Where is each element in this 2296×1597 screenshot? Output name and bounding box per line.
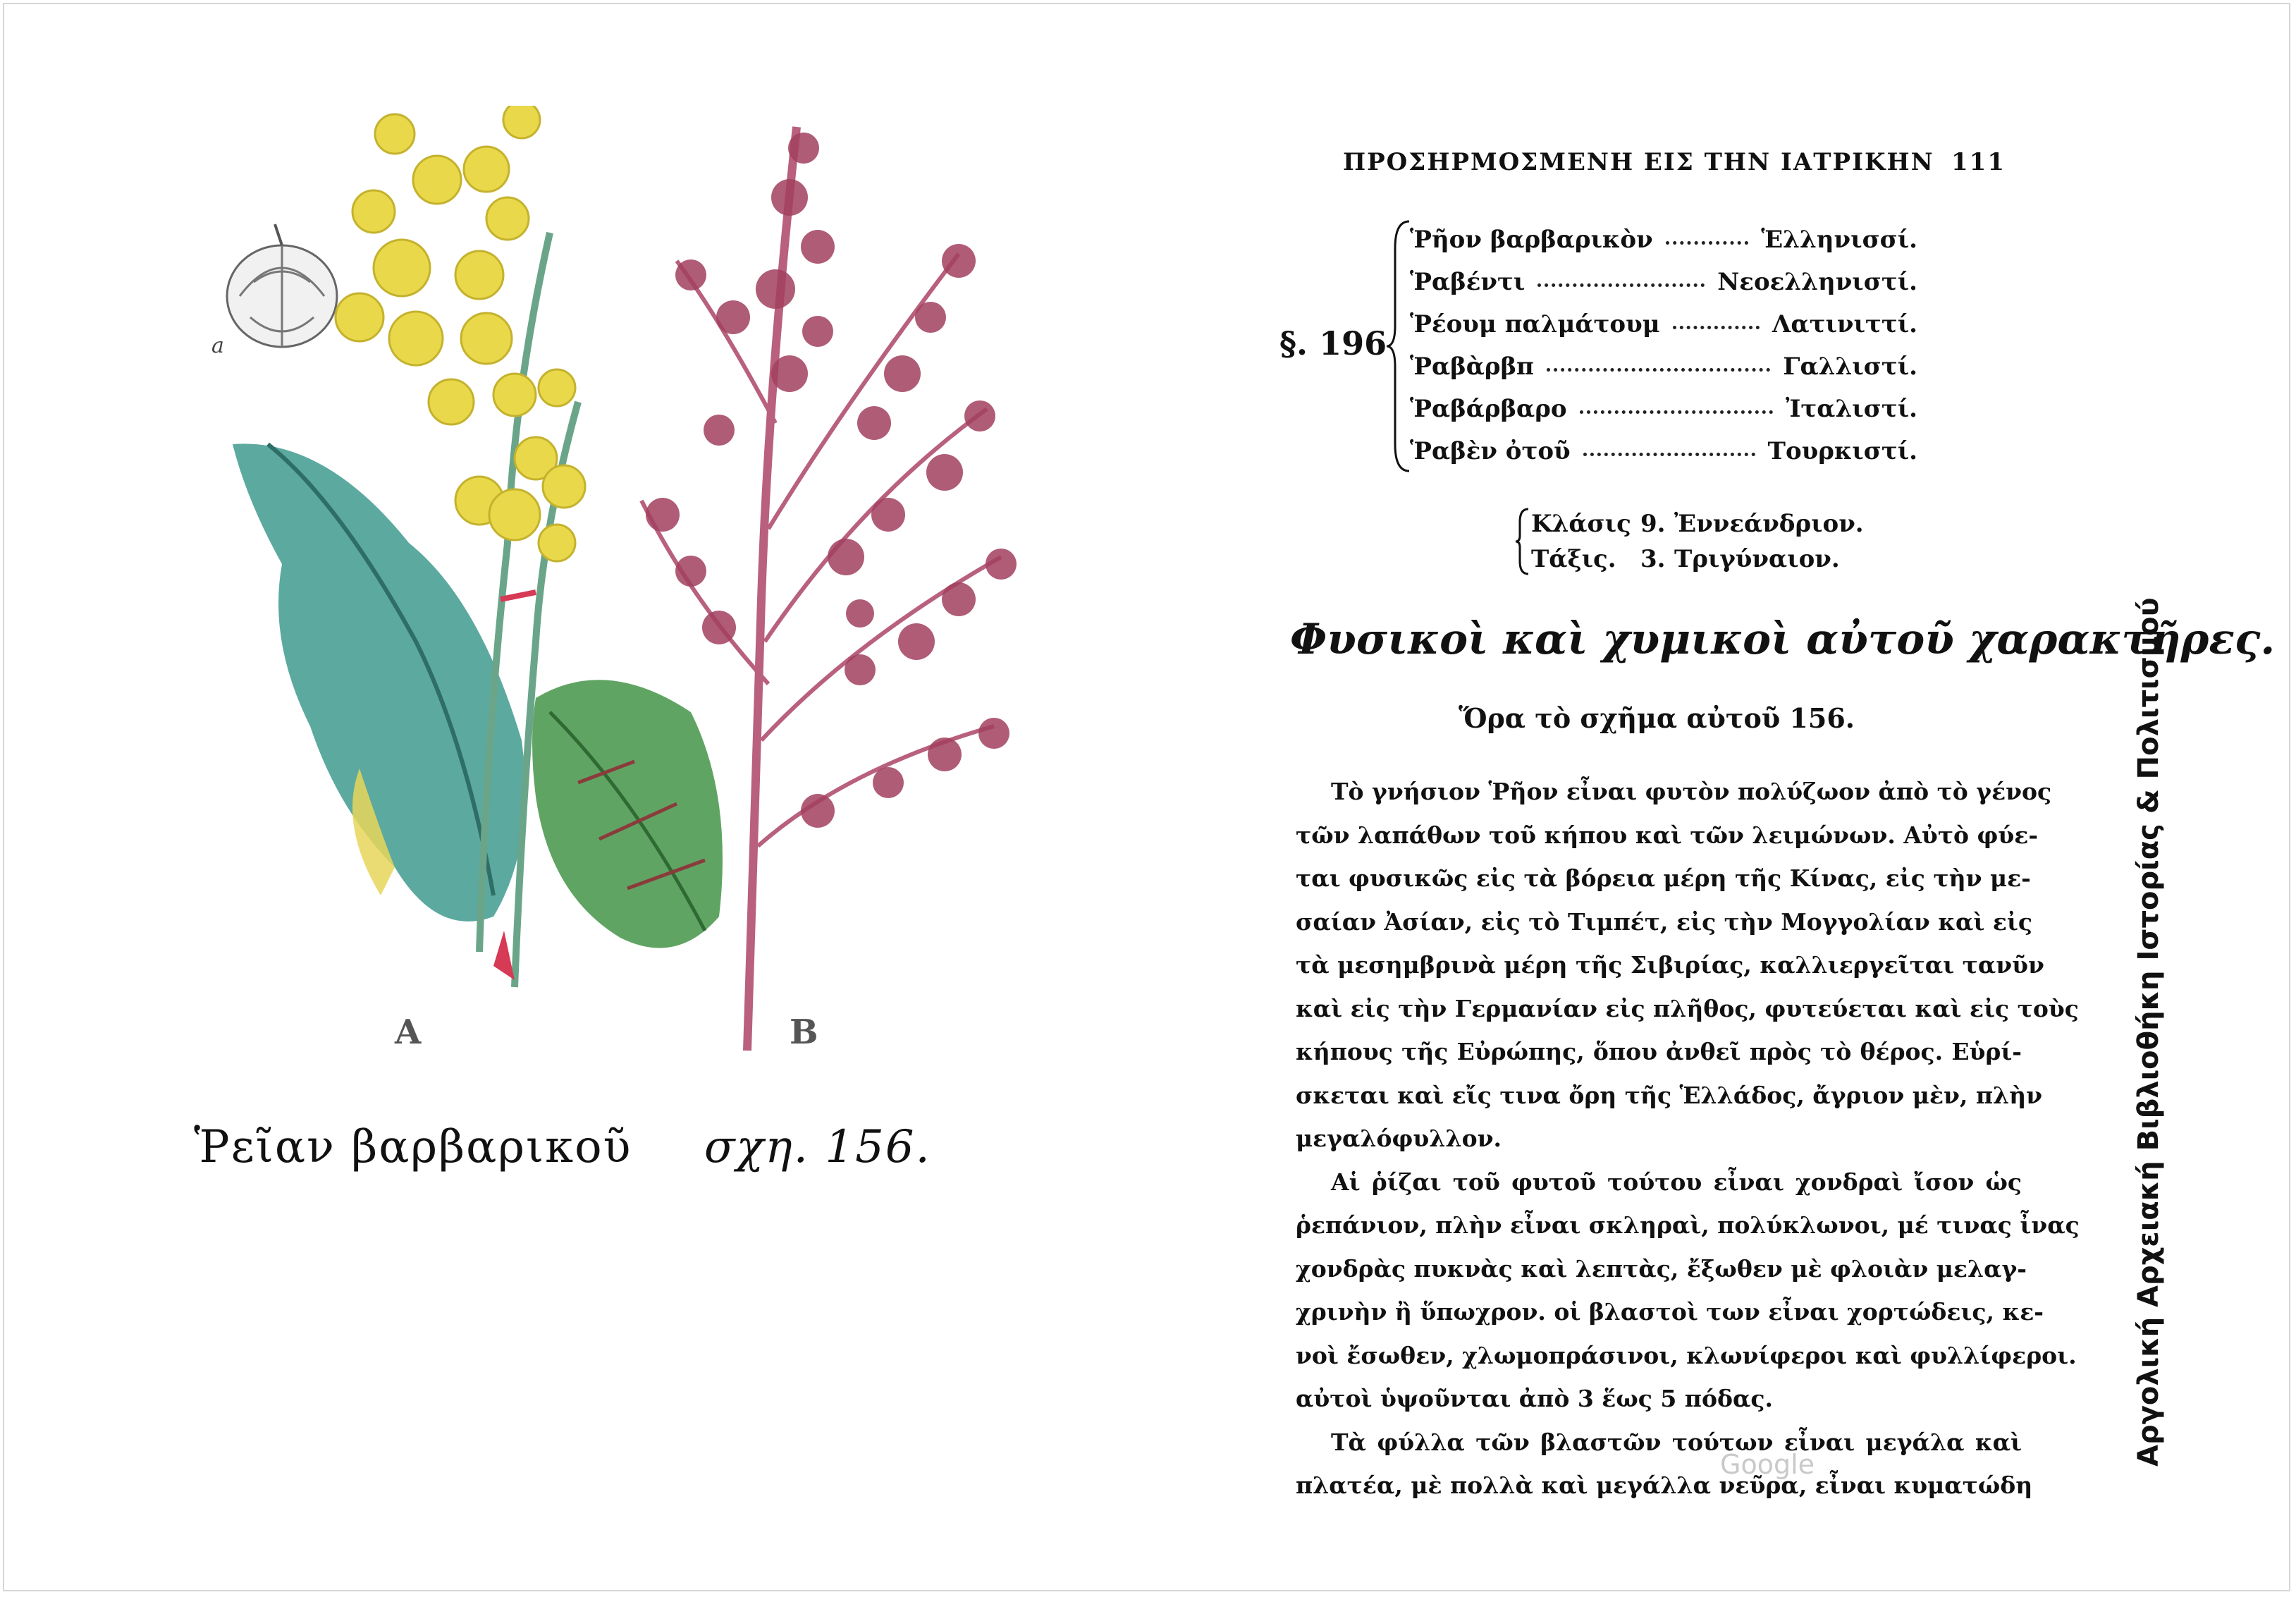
text-line: χρινὴν ἢ ὕπωχρον. οἱ βλαστοὶ των εἶναι χορτώδεις, κε- xyxy=(1296,1298,2044,1326)
text-line: αὐτοὶ ὑψοῦνται ἀπὸ 3 ἕως 5 πόδας. xyxy=(1296,1385,1773,1412)
seed-label: a xyxy=(211,334,224,358)
name-row: Ῥαβὰρβπ Γαλλιστί. xyxy=(1410,353,1917,381)
classification-brace xyxy=(1514,508,1530,575)
page-number: 111 xyxy=(1951,148,2006,176)
body-text xyxy=(1296,770,2080,1507)
text-line: χονδρὰς πυκνὰς καὶ λεπτὰς, ἔξωθεν μὲ φλοιὰν μελαγ- xyxy=(1296,1254,2027,1283)
text-line: πλατέα, μὲ πολλὰ καὶ μεγάλλα νεῦρα, εἶναι κυματώδη xyxy=(1296,1471,2033,1499)
name-row: Ῥαβάρβαρο Ἰταλιστί. xyxy=(1410,395,1917,423)
names-brace xyxy=(1385,220,1411,472)
classification xyxy=(1531,506,1864,577)
rhubarb-illustration xyxy=(183,106,1072,1093)
caption-plant-name: Ῥεῖαν βαρβαρικοῦ xyxy=(194,1121,632,1173)
name-row: Ῥαβὲν ὀτοῦ Τουρκιστί. xyxy=(1410,437,1917,465)
running-head xyxy=(1343,148,2006,176)
text-line: Αἱ ῥίζαι τοῦ φυτοῦ τούτου εἶναι χονδραὶ ἴσον ὡς xyxy=(1331,1168,2022,1196)
plate-label-a: A xyxy=(395,1012,422,1052)
text-line: ται φυσικῶς εἰς τὰ βόρεια μέρη τῆς Κίνας, εἰς τὴν με- xyxy=(1296,864,2031,892)
section-heading: Φυσικοὶ καὶ χυμικοὶ αὐτοῦ χαρακτῆρες. xyxy=(1290,615,2276,664)
yellow-flower-cluster xyxy=(336,106,585,561)
text-line: ῥεπάνιον, πλὴν εἶναι σκληραὶ, πολύκλωνοι, μέ τινας ἶνας xyxy=(1296,1211,2080,1239)
plate-caption xyxy=(194,1121,931,1173)
text-line: σαίαν Ἀσίαν, εἰς τὸ Τιμπέτ, εἰς τὴν Μογγολίαν καὶ εἰς xyxy=(1296,907,2032,936)
text-line: καὶ εἰς τὴν Γερμανίαν εἰς πλῆθος, φυτεύεται καὶ εἰς τοὺς xyxy=(1296,994,2079,1022)
text-line: νοὶ ἔσωθεν, χλωμοπράσινοι, κλωνίφεροι καὶ φυλλίφεροι. xyxy=(1296,1341,2077,1369)
seed-figure xyxy=(227,224,337,347)
text-line: Τὰ φύλλα τῶν βλαστῶν τούτων εἶναι μεγάλα καὶ xyxy=(1331,1428,2022,1456)
plant-names-list xyxy=(1410,219,1917,472)
text-line: Τὸ γνήσιον Ῥῆον εἶναι φυτὸν πολύζωον ἀπὸ τὸ γένος xyxy=(1331,778,2052,805)
name-row: Ῥῆον βαρβαρικὸν Ἑλληνισσί. xyxy=(1410,226,1917,254)
left-page-plate xyxy=(0,0,1142,1597)
classification-row: Τάξις. 3. Τριγύναιον. xyxy=(1531,545,1840,573)
figure-reference: Ὅρα τὸ σχῆμα αὐτοῦ 156. xyxy=(1458,702,1855,734)
text-line: τὰ μεσημβρινὰ μέρη τῆς Σιβιρίας, καλλιεργεῖται τανῦν xyxy=(1296,951,2044,979)
classification-row: Κλάσις 9. Ἐννεάνδριον. xyxy=(1531,510,1864,538)
text-line: μεγαλόφυλλον. xyxy=(1296,1125,1502,1152)
plate-label-b: B xyxy=(790,1012,818,1052)
name-row: Ῥαβέντι Νεοελληνιστί. xyxy=(1410,268,1917,296)
running-head-title: ΠΡΟΣΗΡΜΟΣΜΕΝΗ ΕΙΣ ΤΗΝ ΙΑΤΡΙΚΗΝ xyxy=(1343,148,1934,176)
text-line: κήπους τῆς Εὐρώπης, ὅπου ἀνθεῖ πρὸς τὸ θέρος. Εὑρί- xyxy=(1296,1038,2022,1065)
caption-figure-number: σχη. 156. xyxy=(704,1121,931,1173)
google-watermark: Google xyxy=(1720,1449,1815,1480)
section-number: §. 196 xyxy=(1279,324,1387,362)
name-row: Ῥέουμ παλμάτουμ Λατινιττί. xyxy=(1410,310,1917,338)
library-side-label: Αργολική Αρχειακή Βιβλιοθήκη Ιστορίας & Πολιτισμού xyxy=(2132,597,2165,1467)
text-line: τῶν λαπάθων τοῦ κήπου καὶ τῶν λειμώνων. Αὐτὸ φύε- xyxy=(1296,821,2039,849)
text-line: σκεται καὶ εἴς τινα ὄρη τῆς Ἑλλάδος, ἄγριον μὲν, πλὴν xyxy=(1296,1081,2043,1109)
magenta-flower-cluster xyxy=(646,133,1017,828)
